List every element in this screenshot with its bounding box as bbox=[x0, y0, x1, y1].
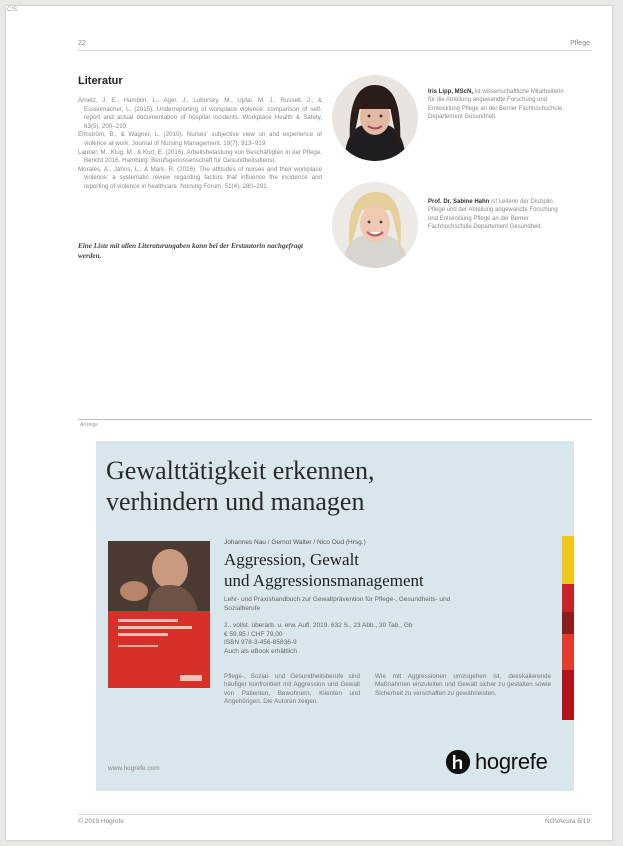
ad-headline-line: Gewalttätigkeit erkennen, bbox=[106, 456, 375, 485]
book-details bbox=[224, 622, 464, 656]
magazine-page bbox=[6, 6, 612, 840]
footer-issue: NOVAcura 6/19 bbox=[544, 818, 590, 825]
section-name: Pflege bbox=[570, 40, 590, 47]
literature-heading: Literatur bbox=[78, 75, 123, 87]
page-number: 22 bbox=[78, 40, 86, 47]
book-cover-image bbox=[108, 541, 210, 688]
book-authors: Johannes Nau / Gernot Walter / Nico Oud (Hrsg.) bbox=[224, 539, 366, 546]
book-title-line: Aggression, Gewalt bbox=[224, 550, 360, 569]
book-advertisement bbox=[96, 441, 574, 791]
reference-item: Arnetz, J. E., Hamblin, L., Ager, J., Luborsky, M., Upfal, M. J., Russell, J., & Essenmacher, L. (2015). Underreporting of workplace violence: comparison of self-report and actual documentation of hospital incidents. Workplace Health & Safety, 63(5), 200–210. bbox=[78, 97, 322, 130]
author-description: ist Leiterin der Disziplin Pflege und der Abteilung angewandte Forschung und Entwicklung Pflege an der Berner Fachhochschule Departement Gesundheit. bbox=[428, 199, 558, 231]
hogrefe-logo bbox=[446, 749, 548, 775]
reference-list bbox=[78, 97, 322, 192]
corner-mark: C/S bbox=[7, 7, 18, 13]
footer-copyright: © 2019 Hogrefe bbox=[78, 818, 124, 825]
author-name: Iris Lipp, MScN, bbox=[428, 89, 474, 95]
book-detail-line: € 59,95 / CHF 79.00 bbox=[224, 630, 283, 638]
brand-name: hogrefe bbox=[475, 749, 548, 774]
ad-label: Anzeige bbox=[80, 422, 99, 428]
author-description: ist wissenschaftliche Mitarbeiterin für die Abteilung angewandte Forschung und Entwicklung Pflege an der Berner Fachhochschule Departement Gesundheit. bbox=[428, 89, 564, 121]
ad-headline-line: verhindern und managen bbox=[106, 487, 365, 516]
author-photo-hahn bbox=[332, 182, 418, 268]
book-detail-line: 2., vollst. überarb. u. erw. Aufl. 2019. 632 S., 23 Abb., 30 Tab., Gb bbox=[224, 622, 413, 629]
website-link[interactable]: www.hogrefe.com bbox=[108, 765, 160, 772]
author-bio-hahn bbox=[428, 198, 568, 232]
author-name: Prof. Dr. Sabine Hahn bbox=[428, 199, 490, 205]
reference-item: Lauber, M., Klug, M., & Kurt, E. (2016). Arbeitsbelastung von Beschäftigten in der Pflege. Bericht 2016. Hamburg: Berufsgenossenschaft für Gesundheitsdienst. bbox=[78, 148, 322, 165]
header-rule bbox=[78, 50, 592, 51]
book-title-line: und Aggressionsmanagement bbox=[224, 571, 424, 590]
color-stripe-yellow bbox=[562, 536, 574, 584]
color-stripe-red bbox=[562, 584, 574, 612]
literature-note: Eine Liste mit allen Literaturangaben kann bei der Erstautorin nachgefragt werden. bbox=[78, 242, 304, 260]
book-description-left: Pflege-, Sozial- und Gesundheitsberufe sind häufiger konfrontiert mit Aggression und Gewalt von Patienten, Bewohnern, Klienten und Angehörigen. Die Autoren zeigen. bbox=[224, 673, 360, 706]
ad-rule bbox=[78, 419, 592, 420]
hogrefe-logo-icon bbox=[446, 750, 470, 774]
book-title bbox=[224, 549, 554, 591]
color-stripe-darkred bbox=[562, 612, 574, 634]
reference-item: Elmström, B., & Wagner, L. (2010). Nurses‘ subjective view on and experience of violence at work. Journal of Nursing Management, 18(7), 913–919. bbox=[78, 131, 322, 147]
reference-item: Morales, A., Jahns, L., & Mark, R. (2016). The attitudes of nurses and their workplace violence: a systematic review regarding factors that influence the incidence and reporting of violence in healthcare. Nursing Forum, 51(4), 280–291. bbox=[78, 165, 322, 190]
author-bio-lipp bbox=[428, 88, 568, 122]
color-stripe-crimson bbox=[562, 670, 574, 720]
footer-rule bbox=[78, 814, 592, 815]
book-description-right: Wie mit Aggressionen umzugehen ist, deeskalierende Maßnahmen einzuleiten und Gewalt sicher zu gestalten sowie Sicherheit zu verschaffen zu gewährleisten. bbox=[375, 673, 551, 697]
ad-headline bbox=[106, 455, 566, 517]
color-stripe-orange-red bbox=[562, 634, 574, 670]
book-subtitle: Lehr- und Praxishandbuch zur Gewaltprävention für Pflege-, Gesundheits- und Sozialberufe bbox=[224, 596, 451, 612]
book-detail-line: Auch als eBook erhältlich bbox=[224, 647, 297, 655]
book-detail-line: ISBN 978-3-456-85836-9 bbox=[224, 639, 297, 647]
author-photo-lipp bbox=[332, 75, 418, 161]
